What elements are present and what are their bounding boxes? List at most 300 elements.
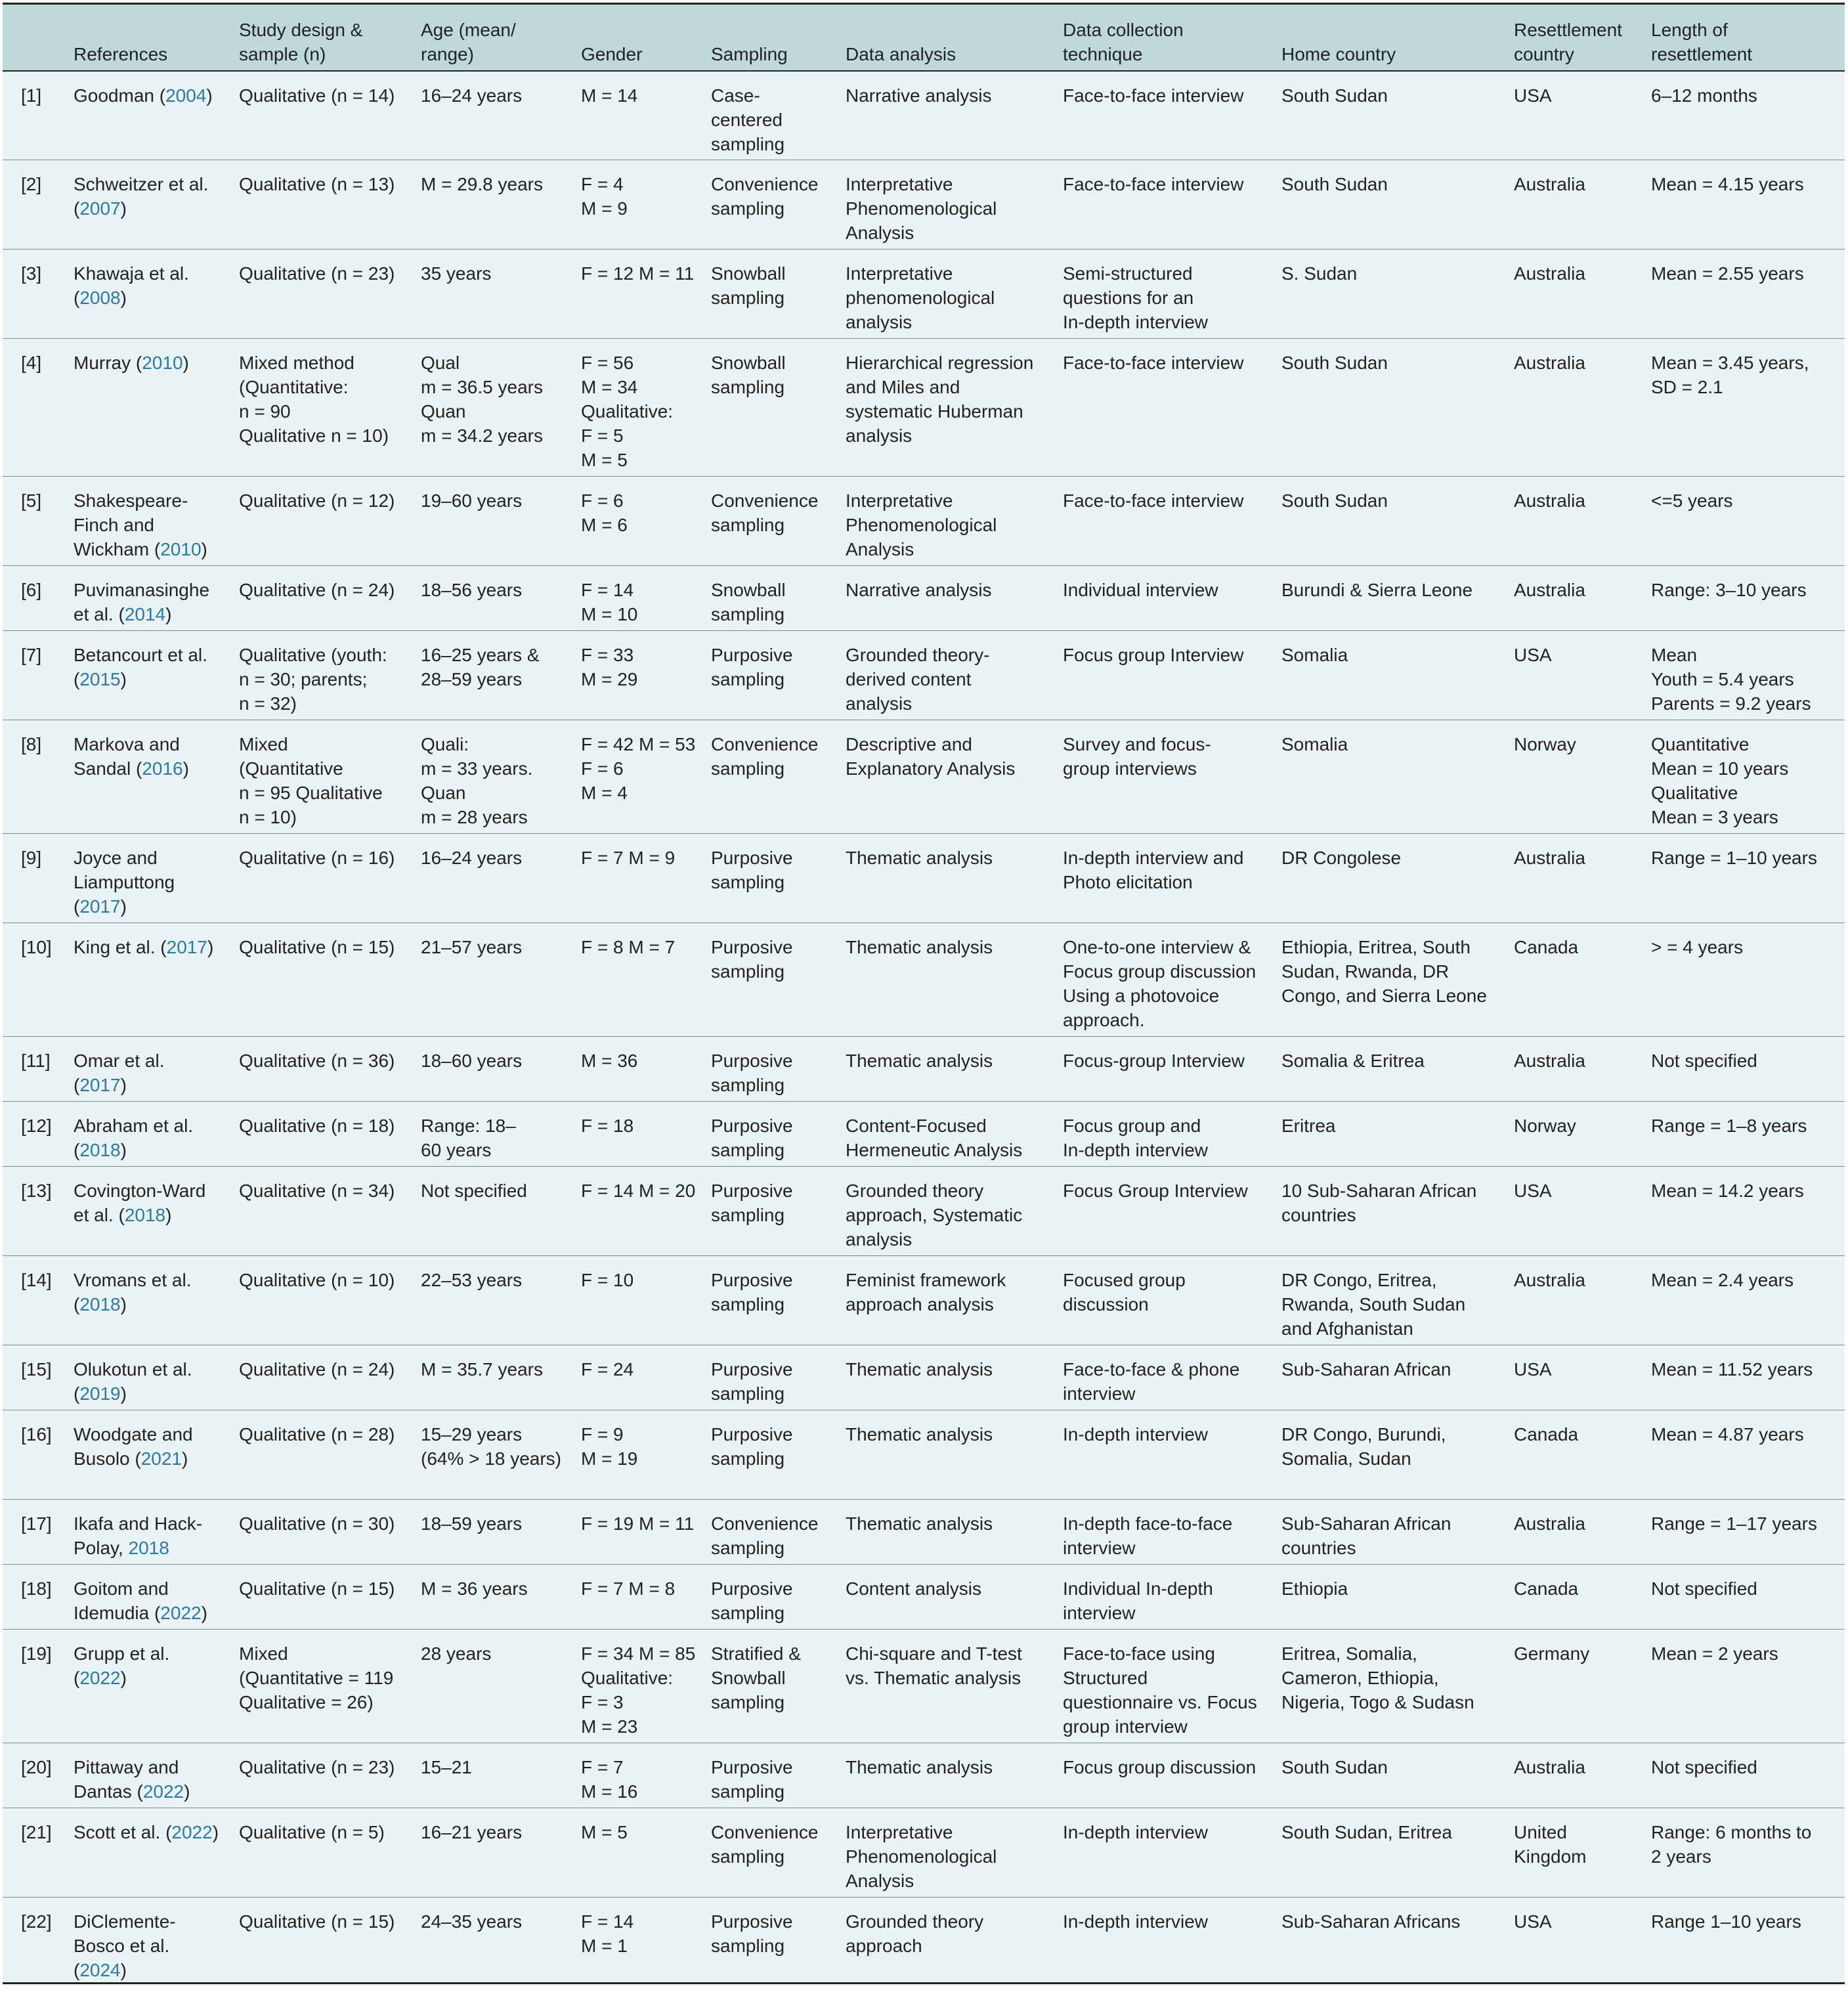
cell-sampling	[703, 1166, 838, 1255]
cell-line: analysis	[846, 311, 913, 332]
citation-year-link[interactable]: 2010	[142, 352, 183, 373]
cell-study-design	[231, 833, 413, 923]
header-line: References	[74, 44, 168, 64]
cell-line: USA	[1514, 1180, 1552, 1201]
cell-line: Ethiopia	[1281, 1578, 1348, 1599]
cell-study-design	[231, 1897, 413, 1983]
cell-number: [7]	[3, 630, 66, 720]
cell-line: M = 35.7 years	[421, 1358, 543, 1379]
reference-line	[74, 1511, 223, 1536]
cell-line: Somalia & Eritrea	[1281, 1050, 1425, 1071]
cell-home-country	[1274, 249, 1506, 338]
cell-line: Focus group and	[1063, 1115, 1201, 1136]
cell-length-of-resettlement	[1643, 565, 1845, 630]
reference-text: Woodgate and	[74, 1423, 193, 1444]
cell-line: Sub-Saharan Africans	[1281, 1911, 1461, 1932]
cell-line: Cameron, Ethiopia,	[1281, 1667, 1439, 1688]
reference-text: )	[184, 1781, 190, 1802]
cell-data-collection	[1055, 160, 1274, 249]
cell-line: 15–21	[421, 1756, 472, 1777]
reference-text: )	[120, 1139, 127, 1160]
reference-text: Covington-Ward	[74, 1180, 206, 1201]
citation-year-link[interactable]: 2018	[79, 1293, 121, 1314]
cell-data-analysis	[838, 1808, 1055, 1897]
reference-line	[74, 1755, 223, 1779]
cell-home-country	[1274, 720, 1506, 833]
cell-data-analysis	[838, 720, 1055, 833]
cell-reference	[66, 1897, 231, 1983]
cell-age	[413, 833, 573, 923]
reference-line	[74, 1909, 223, 1934]
cell-line: (Quantitative = 119	[239, 1667, 394, 1688]
cell-line: Quantitative	[1651, 733, 1750, 754]
cell-sampling	[703, 71, 838, 160]
cell-line: Phenomenological	[846, 198, 997, 219]
cell-line: Snowball	[711, 579, 786, 600]
cell-line: M = 29.8 years	[421, 173, 543, 194]
cell-reference	[66, 565, 231, 630]
cell-data-analysis	[838, 249, 1055, 338]
cell-line: Content analysis	[846, 1578, 982, 1599]
citation-year-link[interactable]: 2022	[79, 1667, 121, 1688]
cell-line: Hierarchical regression	[846, 352, 1034, 373]
cell-line: Snowball	[711, 352, 786, 373]
cell-line: United	[1514, 1821, 1567, 1842]
cell-line: M = 29	[581, 668, 638, 689]
citation-year-link[interactable]: 2017	[79, 1074, 121, 1095]
reference-text: Markova and	[74, 733, 180, 754]
cell-gender	[573, 338, 703, 476]
cell-line: sampling	[711, 1846, 785, 1867]
reference-text: Liamputtong	[74, 871, 175, 892]
cell-line: Australia	[1514, 579, 1585, 600]
citation-year-link[interactable]: 2017	[166, 936, 207, 957]
cell-line: M = 23	[581, 1716, 638, 1737]
cell-line: Australia	[1514, 847, 1585, 868]
cell-line: Congo, and Sierra Leone	[1281, 985, 1487, 1006]
cell-line: Qualitative (n = 13)	[239, 173, 395, 194]
citation-year-link[interactable]: 2018	[79, 1139, 121, 1160]
cell-line: sampling	[711, 758, 785, 779]
cell-gender	[573, 160, 703, 249]
cell-age	[413, 1499, 573, 1564]
citation-year-link[interactable]: 2016	[142, 758, 183, 779]
cell-sampling	[703, 1036, 838, 1101]
reference-line	[74, 1601, 223, 1625]
cell-gender	[573, 476, 703, 565]
cell-line: Qualitative (n = 15)	[239, 936, 395, 957]
cell-line: n = 95 Qualitative	[239, 782, 383, 803]
cell-length-of-resettlement	[1643, 1255, 1845, 1345]
cell-line: Qualitative (youth:	[239, 644, 387, 665]
citation-year-link[interactable]: 2017	[79, 896, 121, 917]
table-row	[3, 71, 1845, 160]
cell-line: interview	[1063, 1383, 1136, 1404]
cell-gender	[573, 1897, 703, 1983]
reference-text: )	[182, 1448, 188, 1469]
cell-line: Not specified	[421, 1180, 527, 1201]
cell-line: Qualitative:	[581, 401, 674, 422]
cell-line: Eritrea, Somalia,	[1281, 1643, 1417, 1664]
cell-line: Descriptive and	[846, 733, 972, 754]
cell-line: Focus group Interview	[1063, 644, 1244, 665]
cell-data-collection	[1055, 1499, 1274, 1564]
cell-number: [15]	[3, 1345, 66, 1410]
cell-line: sampling	[711, 1139, 785, 1160]
reference-line	[74, 1934, 223, 1958]
cell-home-country	[1274, 1255, 1506, 1345]
reference-text: et al. (	[74, 1204, 125, 1225]
cell-line: 16–24 years	[421, 847, 523, 868]
cell-age	[413, 1897, 573, 1983]
citation-year-link[interactable]: 2014	[124, 603, 166, 624]
cell-line: approach, Systematic	[846, 1204, 1023, 1225]
cell-line: > = 4 years	[1651, 936, 1744, 957]
citation-year-link[interactable]: 2022	[171, 1821, 213, 1842]
reference-text: Goodman (	[74, 85, 166, 106]
citation-year-link[interactable]: 2004	[165, 85, 207, 106]
cell-data-collection	[1055, 249, 1274, 338]
citation-year-link[interactable]: 2007	[79, 198, 121, 219]
cell-sampling	[703, 1345, 838, 1410]
cell-sampling	[703, 160, 838, 249]
cell-sampling	[703, 249, 838, 338]
cell-data-analysis	[838, 1629, 1055, 1743]
reference-line	[74, 513, 223, 537]
cell-line: Focus-group Interview	[1063, 1050, 1245, 1071]
cell-line: Qualitative (n = 28)	[239, 1423, 395, 1444]
cell-study-design	[231, 71, 413, 160]
cell-reference	[66, 71, 231, 160]
cell-line: S. Sudan	[1281, 263, 1358, 284]
cell-home-country	[1274, 1345, 1506, 1410]
cell-gender	[573, 1743, 703, 1808]
cell-line: Purposive	[711, 1115, 793, 1136]
table-wrapper	[3, 3, 1845, 1984]
cell-line: Photo elicitation	[1063, 871, 1193, 892]
col-length-of-resettlement-header	[1643, 4, 1845, 72]
cell-line: Interpretative	[846, 263, 953, 284]
cell-line: F = 33	[581, 644, 634, 665]
citation-year-link[interactable]: 2008	[79, 287, 121, 308]
cell-number: [6]	[3, 565, 66, 630]
cell-line: USA	[1514, 1911, 1552, 1932]
cell-line: sampling	[711, 603, 785, 624]
cell-resettlement-country	[1506, 565, 1643, 630]
cell-line: Individual interview	[1063, 579, 1218, 600]
cell-line: USA	[1514, 644, 1552, 665]
cell-study-design	[231, 1036, 413, 1101]
cell-line: Qualitative (n = 10)	[239, 1269, 395, 1290]
cell-reference	[66, 249, 231, 338]
reference-text: )	[165, 603, 172, 624]
cell-line: South Sudan	[1281, 352, 1388, 373]
cell-gender	[573, 1255, 703, 1345]
reference-text: Olukotun et al.	[74, 1358, 192, 1379]
cell-age	[413, 1036, 573, 1101]
cell-resettlement-country	[1506, 1808, 1643, 1897]
citation-year-link[interactable]: 2022	[160, 1602, 202, 1623]
reference-text: )	[206, 85, 213, 106]
cell-line: discussion	[1063, 1293, 1149, 1314]
cell-line: m = 34.2 years	[421, 425, 543, 446]
reference-text: )	[120, 1959, 127, 1980]
cell-line: Grounded theory	[846, 1911, 984, 1932]
reference-text: )	[165, 1204, 172, 1225]
cell-line: 18–60 years	[421, 1050, 523, 1071]
cell-data-analysis	[838, 338, 1055, 476]
col-gender-header	[573, 4, 703, 72]
cell-reference	[66, 630, 231, 720]
cell-line: derived content	[846, 668, 972, 689]
reference-text: )	[212, 1821, 219, 1842]
cell-resettlement-country	[1506, 249, 1643, 338]
cell-line: Not specified	[1651, 1756, 1757, 1777]
cell-line: n = 90	[239, 401, 291, 422]
citation-year-link[interactable]: 2018	[128, 1537, 169, 1558]
cell-gender	[573, 630, 703, 720]
cell-line: Interpretative	[846, 1821, 953, 1842]
cell-line: Purposive	[711, 1358, 793, 1379]
cell-line: Thematic analysis	[846, 1423, 993, 1444]
cell-data-collection	[1055, 630, 1274, 720]
cell-line: sampling	[711, 871, 785, 892]
cell-line: Mean = 2.4 years	[1651, 1269, 1794, 1290]
cell-resettlement-country	[1506, 1345, 1643, 1410]
cell-line: F = 5	[581, 425, 624, 446]
cell-line: sampling	[711, 134, 785, 154]
citation-year-link[interactable]: 2022	[142, 1781, 184, 1802]
cell-data-analysis	[838, 1345, 1055, 1410]
reference-text: Goitom and	[74, 1578, 169, 1599]
cell-line: Range: 18–	[421, 1115, 516, 1136]
cell-line: approach	[846, 1935, 922, 1956]
cell-resettlement-country	[1506, 338, 1643, 476]
cell-line: sampling	[711, 961, 785, 982]
cell-line: F = 4	[581, 173, 624, 194]
col-data-collection-header	[1055, 4, 1274, 72]
reference-text: (	[74, 668, 80, 689]
table-row	[3, 1345, 1845, 1410]
cell-line: Grounded theory-	[846, 644, 990, 665]
cell-line: and Afghanistan	[1281, 1318, 1413, 1339]
cell-line: questionnaire vs. Focus	[1063, 1691, 1257, 1712]
header-line: Resettlement	[1514, 20, 1622, 40]
reference-line	[74, 1536, 223, 1560]
cell-line: questions for an	[1063, 287, 1194, 308]
cell-line: Qualitative (n = 30)	[239, 1513, 395, 1534]
cell-home-country	[1274, 338, 1506, 476]
cell-line: Purposive	[711, 1180, 793, 1201]
citation-year-link[interactable]: 2010	[160, 538, 202, 559]
cell-line: 22–53 years	[421, 1269, 523, 1290]
cell-age	[413, 476, 573, 565]
reference-text: )	[201, 538, 207, 559]
reference-text: Wickham (	[74, 538, 161, 559]
cell-study-design	[231, 1499, 413, 1564]
cell-line: Ethiopia, Eritrea, South	[1281, 936, 1471, 957]
reference-line	[74, 1779, 223, 1804]
cell-reference	[66, 1743, 231, 1808]
cell-line: In-depth interview and	[1063, 847, 1244, 868]
cell-line: Narrative analysis	[846, 85, 992, 106]
cell-reference	[66, 476, 231, 565]
cell-line: DR Congolese	[1281, 847, 1402, 868]
cell-line: F = 7 M = 9	[581, 847, 676, 868]
cell-line: 28–59 years	[421, 668, 523, 689]
cell-line: F = 24	[581, 1358, 634, 1379]
cell-line: Using a photovoice	[1063, 985, 1220, 1006]
cell-reference	[66, 1499, 231, 1564]
reference-line	[74, 1114, 223, 1138]
cell-resettlement-country	[1506, 476, 1643, 565]
table-row	[3, 338, 1845, 476]
header-row	[3, 4, 1845, 72]
cell-data-analysis	[838, 1036, 1055, 1101]
cell-reference	[66, 338, 231, 476]
cell-number: [3]	[3, 249, 66, 338]
cell-line: Face-to-face interview	[1063, 85, 1244, 106]
cell-sampling	[703, 720, 838, 833]
cell-line: Hermeneutic Analysis	[846, 1139, 1023, 1160]
cell-line: Sub-Saharan African	[1281, 1513, 1451, 1534]
table-row	[3, 565, 1845, 630]
cell-data-collection	[1055, 71, 1274, 160]
cell-line: Thematic analysis	[846, 847, 993, 868]
cell-home-country	[1274, 71, 1506, 160]
cell-resettlement-country	[1506, 630, 1643, 720]
cell-study-design	[231, 565, 413, 630]
cell-line: F = 12 M = 11	[581, 263, 695, 284]
cell-sampling	[703, 630, 838, 720]
header-line: Data collection	[1063, 20, 1184, 40]
cell-line: Qualitative	[1651, 782, 1738, 803]
cell-line: M = 9	[581, 198, 628, 219]
cell-line: DR Congo, Eritrea,	[1281, 1269, 1437, 1290]
cell-line: Australia	[1514, 173, 1585, 194]
reference-line	[74, 1049, 223, 1073]
cell-data-collection	[1055, 338, 1274, 476]
cell-line: M = 10	[581, 603, 638, 624]
cell-line: Phenomenological	[846, 1846, 997, 1867]
citation-year-link[interactable]: 2019	[79, 1383, 121, 1404]
cell-line: group interviews	[1063, 758, 1197, 779]
reference-line	[74, 1576, 223, 1601]
cell-sampling	[703, 1255, 838, 1345]
cell-line: F = 9	[581, 1423, 624, 1444]
cell-line: South Sudan	[1281, 85, 1388, 106]
citation-year-link[interactable]: 2015	[79, 668, 121, 689]
cell-line: 60 years	[421, 1139, 492, 1160]
reference-line	[74, 196, 223, 221]
table-row	[3, 720, 1845, 833]
cell-line: sampling	[711, 1935, 785, 1956]
cell-gender	[573, 1036, 703, 1101]
cell-line: sampling	[711, 287, 785, 308]
cell-gender	[573, 720, 703, 833]
reference-line	[74, 667, 223, 691]
cell-line: Explanatory Analysis	[846, 758, 1016, 779]
cell-line: Thematic analysis	[846, 1050, 993, 1071]
reference-line	[74, 1292, 223, 1316]
col-home-country-header	[1274, 4, 1506, 72]
cell-line: Convenience	[711, 173, 819, 194]
cell-line: Germany	[1514, 1643, 1590, 1664]
cell-length-of-resettlement	[1643, 1629, 1845, 1743]
cell-data-analysis	[838, 160, 1055, 249]
cell-line: Australia	[1514, 1269, 1585, 1290]
reference-text: Puvimanasinghe	[74, 579, 210, 600]
cell-line: Somalia	[1281, 733, 1348, 754]
citation-year-link[interactable]: 2018	[124, 1204, 166, 1225]
cell-line: Qualitative:	[581, 1667, 674, 1688]
cell-line: interview	[1063, 1602, 1136, 1623]
cell-reference	[66, 160, 231, 249]
table-row	[3, 923, 1845, 1036]
cell-line: M = 5	[581, 1821, 628, 1842]
reference-line	[74, 83, 223, 108]
cell-length-of-resettlement	[1643, 1743, 1845, 1808]
cell-line: In-depth interview	[1063, 1423, 1209, 1444]
cell-study-design	[231, 1166, 413, 1255]
cell-line: Range = 1–10 years	[1651, 847, 1817, 868]
cell-line: Australia	[1514, 263, 1585, 284]
reference-line	[74, 1666, 223, 1690]
reference-text: Ikafa and Hack-	[74, 1513, 203, 1534]
cell-line: F = 6	[581, 758, 624, 779]
cell-line: Qualitative (n = 24)	[239, 1358, 395, 1379]
cell-home-country	[1274, 476, 1506, 565]
cell-line: Range = 1–8 years	[1651, 1115, 1807, 1136]
cell-study-design	[231, 1101, 413, 1166]
cell-line: Quan	[421, 782, 466, 803]
cell-data-collection	[1055, 1345, 1274, 1410]
cell-line: Mixed method	[239, 352, 355, 373]
citation-year-link[interactable]: 2021	[140, 1448, 183, 1469]
cell-line: m = 33 years.	[421, 758, 533, 779]
cell-line: Rwanda, South Sudan	[1281, 1293, 1466, 1314]
reference-text: Finch and	[74, 514, 154, 535]
cell-gender	[573, 833, 703, 923]
table-row	[3, 1629, 1845, 1743]
cell-age	[413, 1101, 573, 1166]
cell-line: Structured	[1063, 1667, 1148, 1688]
cell-line: Sub-Saharan African	[1281, 1358, 1451, 1379]
reference-text: Dantas (	[74, 1781, 143, 1802]
cell-data-collection	[1055, 1743, 1274, 1808]
cell-line: sampling	[711, 1074, 785, 1095]
cell-line: sampling	[711, 1204, 785, 1225]
cell-line: group interview	[1063, 1716, 1188, 1737]
reference-text: (	[74, 1293, 80, 1314]
cell-line: Mixed	[239, 1643, 288, 1664]
cell-age	[413, 720, 573, 833]
table-row	[3, 1101, 1845, 1166]
cell-line: Convenience	[711, 490, 819, 511]
cell-home-country	[1274, 565, 1506, 630]
cell-number: [4]	[3, 338, 66, 476]
citation-year-link[interactable]: 2024	[79, 1959, 121, 1980]
col-resettlement-country-header	[1506, 4, 1643, 72]
cell-line: USA	[1514, 1358, 1552, 1379]
cell-line: Interpretative	[846, 490, 953, 511]
cell-line: Qualitative (n = 15)	[239, 1578, 395, 1599]
reference-text: )	[201, 1602, 207, 1623]
header-line: sample (n)	[239, 44, 326, 64]
cell-age	[413, 71, 573, 160]
cell-line: interview	[1063, 1537, 1136, 1558]
reference-text: (	[74, 896, 80, 917]
